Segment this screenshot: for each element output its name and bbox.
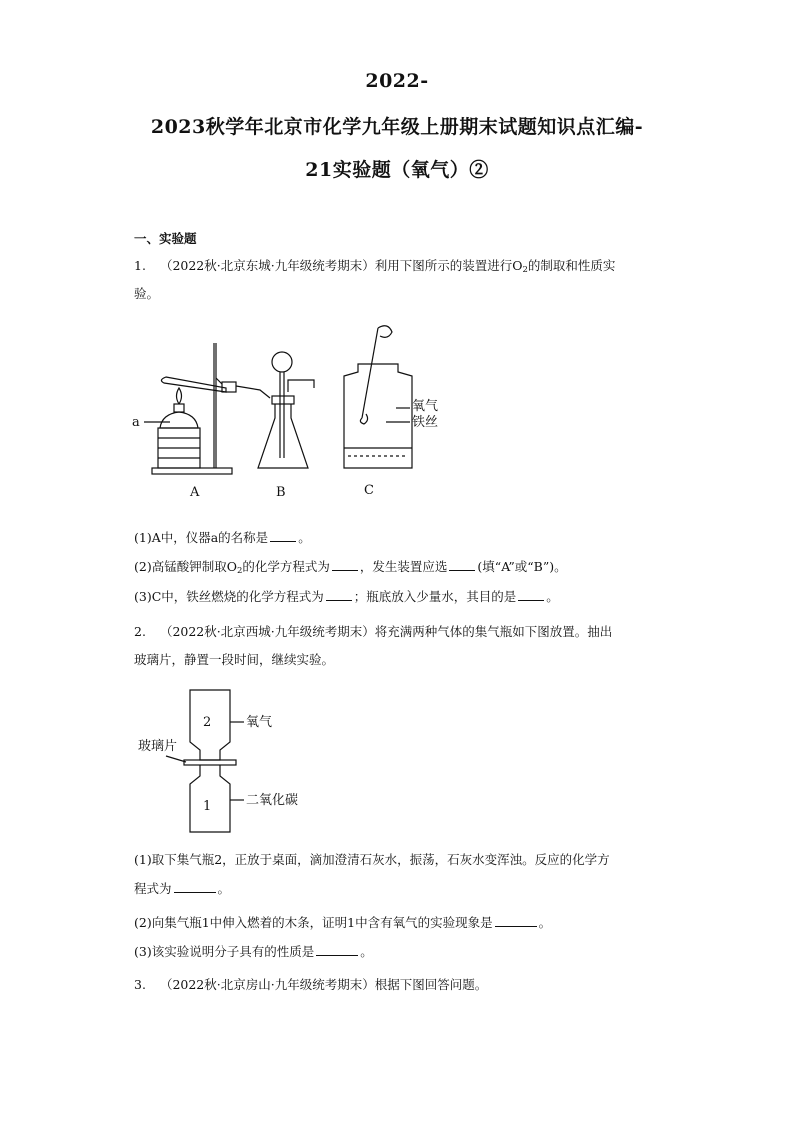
label-oxygen-2: 氧气	[246, 715, 273, 730]
caption-A: A	[190, 485, 200, 500]
q2-part-2: (2)向集气瓶1中伸入燃着的木条，证明1中含有氧气的实验现象是 。	[134, 915, 552, 930]
q1-part-3: (3)C中，铁丝燃烧的化学方程式为 ；瓶底放入少量水，其目的是 。	[134, 589, 559, 604]
caption-C: C	[364, 483, 374, 498]
q1-stem-line-1: 1. （2022秋·北京东城·九年级统考期末）利用下图所示的装置进行$O_2$的制取和性质实	[134, 258, 616, 275]
label-co2: 二氧化碳	[246, 793, 299, 808]
q2-part-1-line-1: (1)取下集气瓶2，正放于桌面，滴加澄清石灰水，振荡，石灰水变浑浊。反应的化学方	[134, 852, 610, 867]
q3-number: 3.	[134, 977, 146, 992]
jar-1-label: 1	[203, 799, 212, 814]
label-a: a	[132, 415, 140, 430]
label-oxygen: 氧气	[412, 399, 439, 414]
q2-part-1-line-2: 程式为 。	[134, 881, 231, 896]
doc-title-line-2: 2023秋学年北京市化学九年级上册期末试题知识点汇编-	[150, 116, 644, 138]
doc-title-line-3: 21实验题（氧气）②	[305, 159, 489, 181]
q1-stem-line-2: 验。	[134, 286, 160, 301]
label-glass-plate: 玻璃片	[138, 739, 178, 754]
q2-number: 2.	[134, 624, 146, 639]
q1-apparatus-figure	[130, 318, 450, 503]
jar-2-label: 2	[203, 715, 212, 730]
q2-gas-jars-figure	[136, 686, 356, 836]
doc-title-line-1: 2022-	[365, 70, 429, 92]
q2-stem-line-1: 2. （2022秋·北京西城·九年级统考期末）将充满两种气体的集气瓶如下图放置。抽出	[134, 624, 613, 639]
q1-part-1: (1)A中，仪器a的名称是 。	[134, 530, 311, 545]
section-heading: 一、实验题	[134, 231, 197, 246]
q1-number: 1.	[134, 258, 146, 273]
caption-B: B	[276, 485, 286, 500]
q2-stem-line-2: 玻璃片，静置一段时间，继续实验。	[134, 652, 335, 667]
q1-part-2: (2)高锰酸钾制取$O_2$的化学方程式为 ，发生装置应选 (填“A”或“B”)。	[134, 559, 567, 576]
label-iron-wire: 铁丝	[412, 415, 439, 430]
q2-part-3: (3)该实验说明分子具有的性质是 。	[134, 944, 373, 959]
q3-stem: 3. （2022秋·北京房山·九年级统考期末）根据下图回答问题。	[134, 977, 488, 992]
